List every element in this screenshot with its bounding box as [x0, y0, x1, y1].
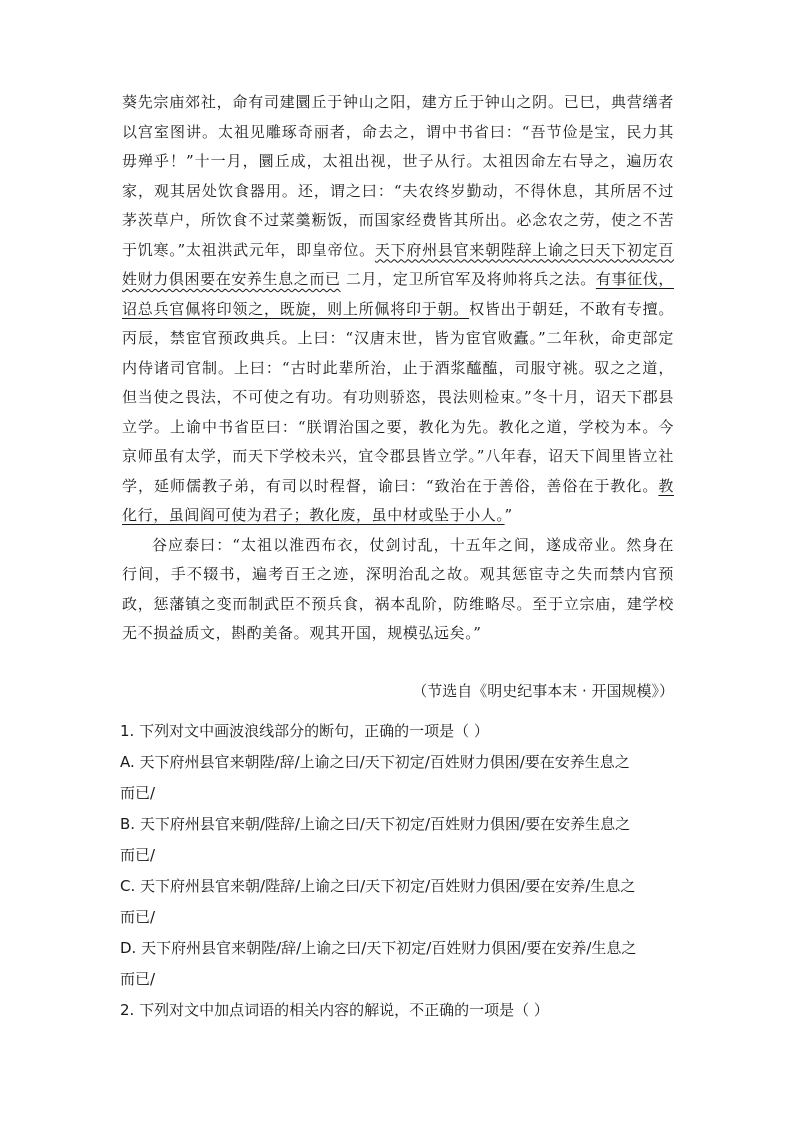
underlined-sentence-2: 教化行，虽闾阎可使为君子；教化废，虽中材或坠于小人。	[122, 476, 674, 524]
wavy-underlined-sentence: 天下府州县官来朝陛辞上谕之曰天下初定百姓财力俱困要在安养生息之而已	[122, 240, 674, 288]
underlined-sentence-1: 有事征伐，诏总兵官佩将印领之，既旋，则上所佩将印于朝。	[122, 270, 674, 318]
option-b-line-1: B. 天下府州县官来朝/陛辞/上谕之曰/天下初定/百姓财力俱困/要在安养生息之	[120, 815, 631, 833]
option-b-line-2: 而已/	[120, 846, 156, 864]
option-d-line-1: D. 天下府州县官来朝陛/辞/上谕之曰/天下初定/百姓财力俱困/要在安养/生息之	[120, 939, 637, 957]
passage-paragraph-1	[122, 88, 674, 531]
question-1: 1. 下列对文中画波浪线部分的断句，正确的一项是（ ）	[120, 722, 489, 740]
option-c-line-1: C. 天下府州县官来朝/陛辞/上谕之曰/天下初定/百姓财力俱困/要在安养/生息之	[120, 877, 636, 895]
classical-passage	[122, 88, 674, 649]
option-a-line-1: A. 天下府州县官来朝陛/辞/上谕之曰/天下初定/百姓财力俱困/要在安养生息之	[120, 753, 630, 771]
passage-text: 二月，定卫所官军及将帅将兵之法。	[340, 270, 596, 288]
option-c-line-2: 而已/	[120, 908, 156, 926]
source-citation: （节选自《明史纪事本末 · 开国规模》）	[412, 682, 674, 700]
option-a-line-2: 而已/	[120, 784, 156, 802]
passage-text: 葵先宗庙郊社，命有司建圜丘于钟山之阳，建方丘于钟山之阴。已巳，典营缮者以宫室图讲。太祖见雕琢奇丽者，命去之，谓中书省曰：“吾节俭是宝，民力其毋殚乎！”十一月，圜丘成，太祖出视，世子从行。太祖因命左右导之，遍历农家，观其居处饮食器用。还，谓之曰：“夫农终岁勤动，不得休息，其所居不过茅茨草户，所饮食不过菜羹粝饭，而国家经费皆其所出。必念农之劳，使之不苦于饥寒。”太祖洪武元年，即皇帝位。	[122, 93, 674, 259]
passage-text: 权皆出于朝廷，不敢有专擅。丙辰，禁宦官预政典兵。上曰：“汉唐末世，皆为宦官败蠹。”二年秋，命吏部定内侍诸司官制。上曰：“古时此辈所治，止于酒浆醯醢，司服守祧。驭之之道，但当使之畏法，不可使之有功。有功则骄恣，畏法则检束。”冬十月，诏天下郡县立学。上谕中书省臣曰：“朕谓治国之要，教化为先。教化之道，学校为本。今京师虽有太学，而天下学校未兴，宜令郡县皆立学。”八年春，诏天下闾里皆立社学，延师儒教子弟，有司以时程督，谕曰：“致治在于善俗，善俗在于教化。	[122, 299, 674, 495]
option-d-line-2: 而已/	[120, 970, 156, 988]
questions-section	[120, 716, 676, 1026]
passage-paragraph-2: 谷应泰曰：“太祖以淮西布衣，仗剑讨乱，十五年之间，遂成帝业。然身在行间，手不辍书，遍考百王之迹，深明治乱之故。观其惩宦寺之失而禁内官预政，惩藩镇之变而制武臣不预兵食，祸本乱阶，防维略尽。至于立宗庙，建学校无不损益质文，斟酌美备。观其开国，规模弘远矣。”	[122, 535, 674, 642]
question-2: 2. 下列对文中加点词语的相关内容的解说，不正确的一项是（ ）	[120, 1001, 549, 1019]
passage-text: ”	[504, 506, 513, 524]
